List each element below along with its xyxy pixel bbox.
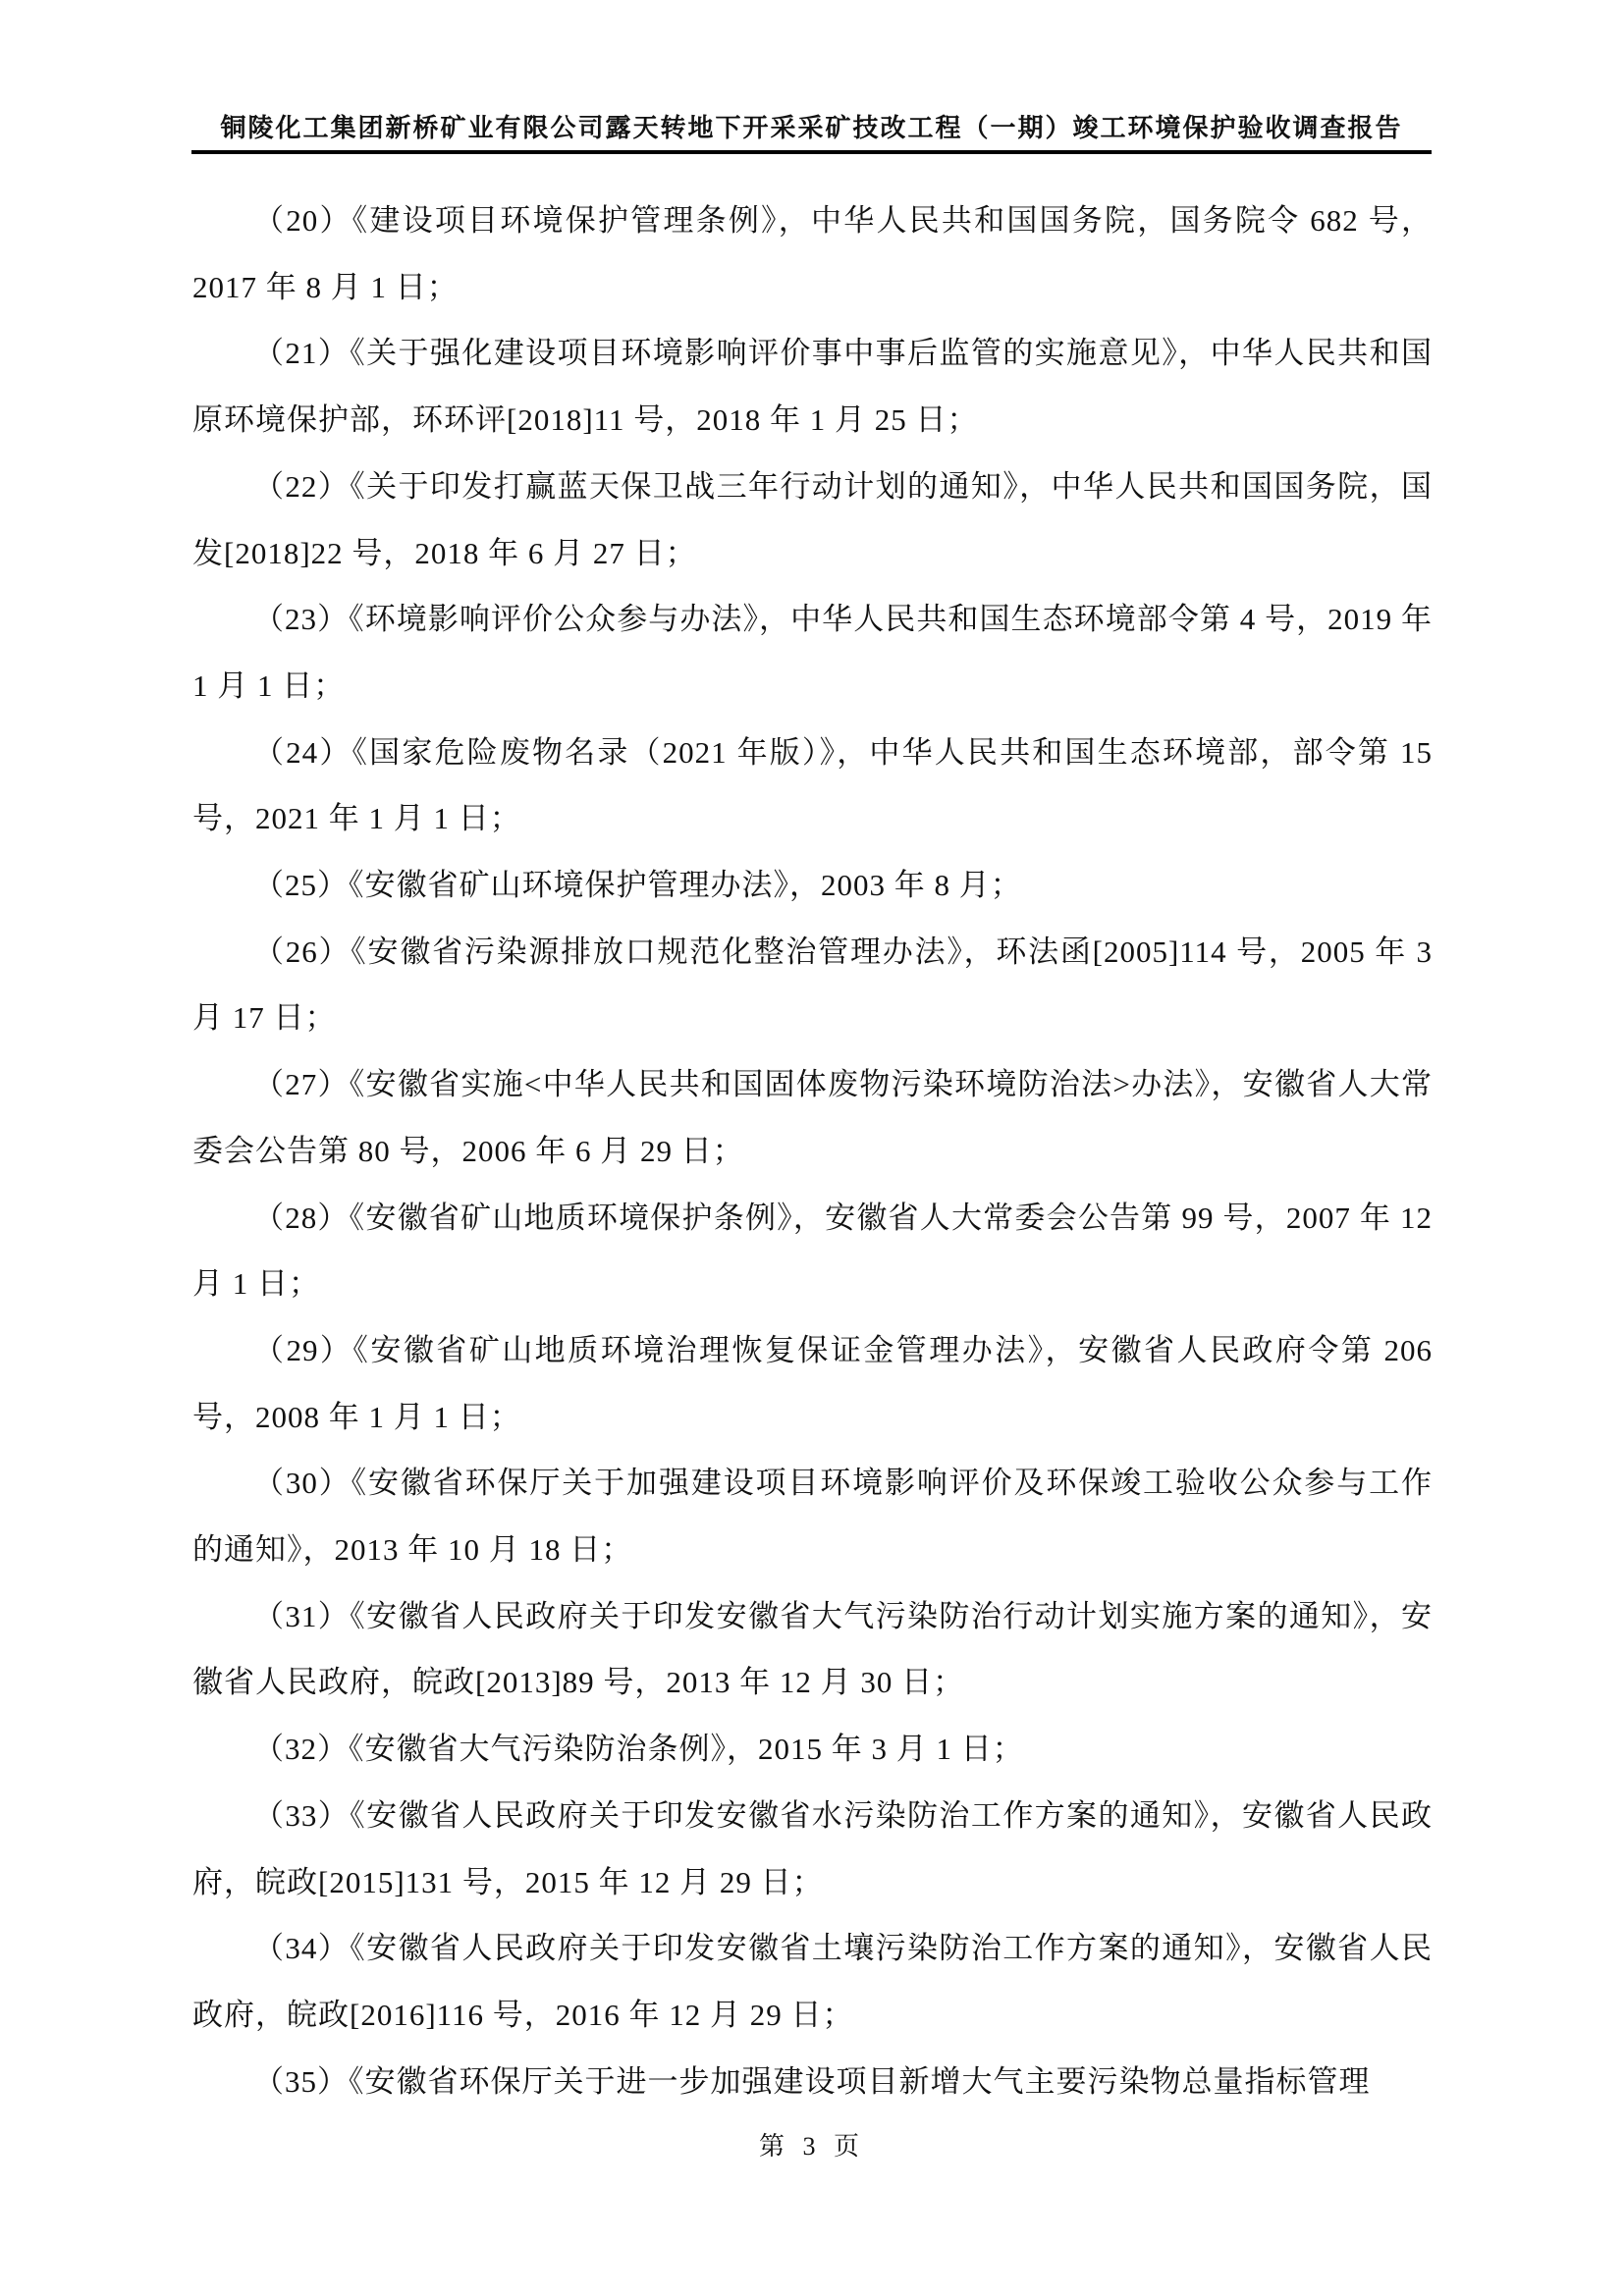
list-item-35: （35）《安徽省环保厅关于进一步加强建设项目新增大气主要污染物总量指标管理 xyxy=(253,2063,1371,2099)
list-item-30: （30）《安徽省环保厅关于加强建设项目环境影响评价及环保竣工验收公众参与工作的通知》，2013 年 10 月 18 日； xyxy=(192,1466,1433,1568)
list-item-32: （32）《安徽省大气污染防治条例》，2015 年 3 月 1 日； xyxy=(253,1732,1024,1767)
list-item-34: （34）《安徽省人民政府关于印发安徽省土壤污染防治工作方案的通知》，安徽省人民政府，皖政[2016]116 号，2016 年 12 月 29 日； xyxy=(192,1931,1433,2032)
list-item-21: （21）《关于强化建设项目环境影响评价事中事后监管的实施意见》，中华人民共和国原环境保护部，环环评[2018]11 号，2018 年 1 月 25 日； xyxy=(192,336,1433,438)
list-item-20: （20）《建设项目环境保护管理条例》，中华人民共和国国务院，国务院令 682 号，2017 年 8 月 1 日； xyxy=(192,203,1433,304)
list-item-33: （33）《安徽省人民政府关于印发安徽省水污染防治工作方案的通知》，安徽省人民政府，皖政[2015]131 号，2015 年 12 月 29 日； xyxy=(192,1797,1433,1899)
list-item-22: （22）《关于印发打赢蓝天保卫战三年行动计划的通知》，中华人民共和国国务院，国发[2018]22 号，2018 年 6 月 27 日； xyxy=(192,468,1433,570)
body-paragraphs xyxy=(192,187,1433,2114)
list-item-27: （27）《安徽省实施<中华人民共和国固体废物污染环境防治法>办法》，安徽省人大常委会公告第 80 号，2006 年 6 月 29 日； xyxy=(192,1067,1433,1168)
list-item-24: （24）《国家危险废物名录（2021 年版）》，中华人民共和国生态环境部，部令第 15 号，2021 年 1 月 1 日； xyxy=(192,734,1433,836)
list-item-23: （23）《环境影响评价公众参与办法》，中华人民共和国生态环境部令第 4 号，2019 年 1 月 1 日； xyxy=(192,602,1433,703)
page-header-title: 铜陵化工集团新桥矿业有限公司露天转地下开采采矿技改工程（一期）竣工环境保护验收调查报告 xyxy=(220,114,1403,142)
list-item-26: （26）《安徽省污染源排放口规范化整治管理办法》，环法函[2005]114 号，2005 年 3 月 17 日； xyxy=(192,934,1433,1036)
header-rule xyxy=(191,150,1432,154)
list-item-29: （29）《安徽省矿山地质环境治理恢复保证金管理办法》，安徽省人民政府令第 206 号，2008 年 1 月 1 日； xyxy=(192,1332,1433,1434)
list-item-28: （28）《安徽省矿山地质环境保护条例》，安徽省人大常委会公告第 99 号，2007 年 12 月 1 日； xyxy=(192,1200,1433,1302)
list-item-31: （31）《安徽省人民政府关于印发安徽省大气污染防治行动计划实施方案的通知》，安徽省人民政府，皖政[2013]89 号，2013 年 12 月 30 日； xyxy=(192,1598,1433,1700)
page-number: 第 3 页 xyxy=(758,2132,865,2161)
list-item-25: （25）《安徽省矿山环境保护管理办法》，2003 年 8 月； xyxy=(253,868,1022,903)
